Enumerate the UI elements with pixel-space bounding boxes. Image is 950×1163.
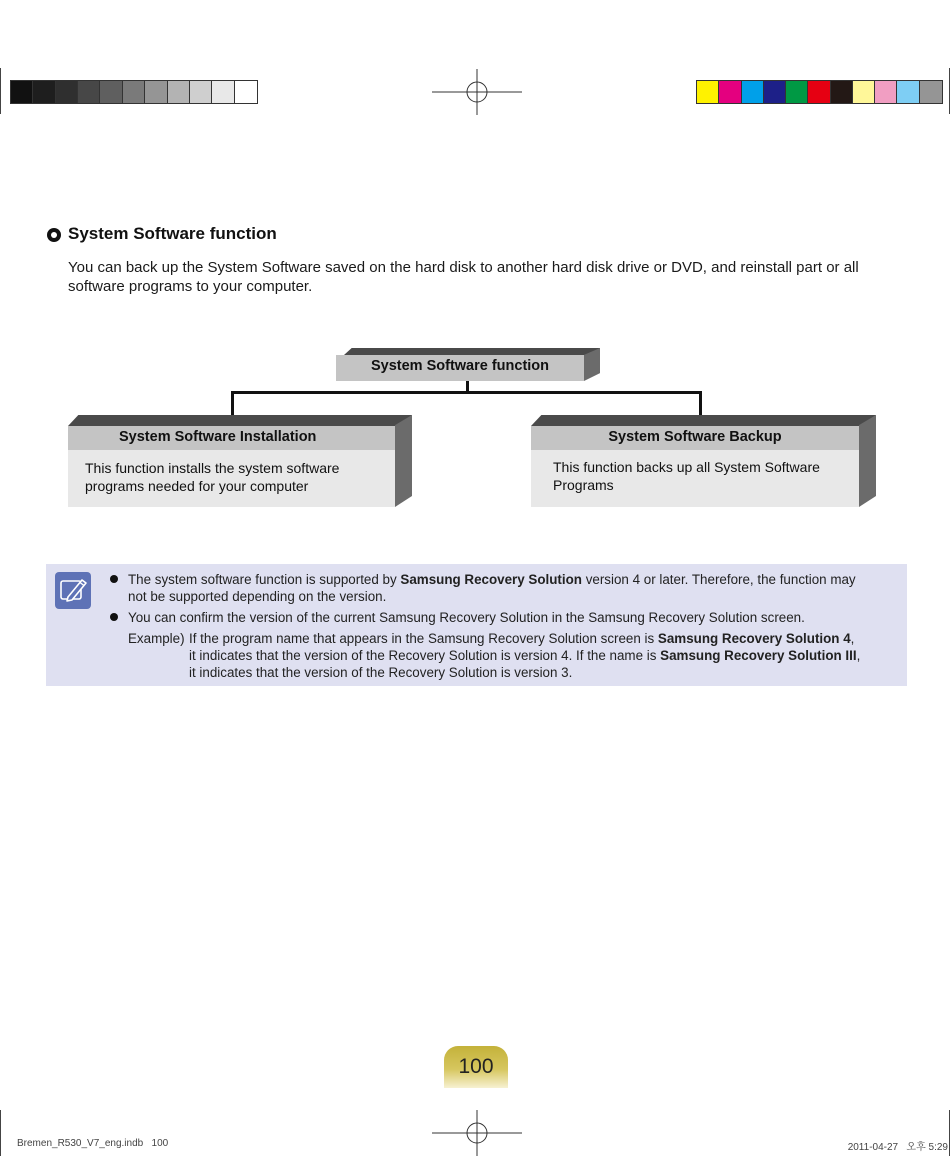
note-ex1-end: , bbox=[850, 631, 855, 646]
note-bullet-2: You can confirm the version of the current Samsung Recovery Solution in the Samsung Recovery Solution screen. bbox=[128, 610, 805, 625]
registration-crosshair-top bbox=[432, 69, 522, 115]
page-number: 100 bbox=[458, 1055, 494, 1078]
gray-calibration-bar bbox=[10, 80, 258, 104]
color-swatch-2 bbox=[719, 81, 741, 103]
diagram-backup-box bbox=[531, 415, 876, 507]
backup-title: System Software Backup bbox=[531, 426, 859, 450]
installation-title: System Software Installation bbox=[68, 426, 395, 450]
color-swatch-11 bbox=[920, 81, 942, 103]
note-ex1-bold: Samsung Recovery Solution 4 bbox=[657, 631, 851, 646]
diagram-root-label: System Software function bbox=[336, 355, 584, 381]
note-bullet-1-icon bbox=[110, 575, 118, 583]
registration-crosshair-bottom bbox=[432, 1110, 522, 1156]
color-swatch-7 bbox=[831, 81, 853, 103]
color-swatch-3 bbox=[742, 81, 764, 103]
gray-swatch-4 bbox=[78, 81, 100, 103]
footer-timestamp: 2011-04-27 오후 5:29 bbox=[847, 1142, 948, 1153]
gray-swatch-2 bbox=[33, 81, 55, 103]
color-swatch-8 bbox=[853, 81, 875, 103]
connector-left-drop bbox=[231, 391, 234, 416]
note-ex1-text: If the program name that appears in the Samsung Recovery Solution screen is bbox=[189, 631, 658, 646]
gray-swatch-6 bbox=[123, 81, 145, 103]
crop-mark-left bbox=[0, 68, 1, 114]
note-ex2-text: it indicates that the version of the Recovery Solution is version 4. If the name is bbox=[189, 648, 661, 663]
gray-swatch-1 bbox=[11, 81, 33, 103]
color-swatch-1 bbox=[697, 81, 719, 103]
color-swatch-9 bbox=[875, 81, 897, 103]
note-b1-bold: Samsung Recovery Solution bbox=[400, 572, 582, 587]
note-b1-text-end: version 4 or later. Therefore, the function may bbox=[581, 572, 856, 587]
note-ex3-text: it indicates that the version of the Recovery Solution is version 3. bbox=[189, 665, 573, 680]
section-title: System Software function bbox=[68, 224, 277, 243]
diagram-installation-box bbox=[68, 415, 412, 507]
note-ex2-bold: Samsung Recovery Solution III bbox=[660, 648, 857, 663]
gray-swatch-3 bbox=[56, 81, 78, 103]
gray-swatch-9 bbox=[190, 81, 212, 103]
pencil-note-icon bbox=[55, 572, 91, 609]
footer-file-info: Bremen_R530_V7_eng.indb 100 bbox=[17, 1138, 169, 1149]
backup-desc-line-1: This function backs up all System Software bbox=[553, 459, 820, 475]
note-ex2-end: , bbox=[856, 648, 861, 663]
gray-swatch-5 bbox=[100, 81, 122, 103]
diagram-root-box bbox=[336, 348, 600, 381]
crop-mark-bottom-left bbox=[0, 1110, 1, 1156]
note-bullet-1 bbox=[128, 571, 898, 605]
note-b1-line-2: not be supported depending on the version. bbox=[128, 589, 387, 604]
note-bullet-2-icon bbox=[110, 613, 118, 621]
connector-right-drop bbox=[699, 391, 702, 416]
connector-horizontal bbox=[231, 391, 702, 394]
note-example-text bbox=[189, 630, 901, 681]
note-example-label: Example) bbox=[128, 631, 185, 646]
backup-desc-line-2: Programs bbox=[553, 477, 614, 493]
installation-desc-line-1: This function installs the system software bbox=[85, 460, 340, 476]
section-bullet-icon bbox=[47, 228, 61, 242]
backup-description bbox=[531, 450, 859, 507]
color-swatch-4 bbox=[764, 81, 786, 103]
note-b1-text: The system software function is supported by bbox=[128, 572, 401, 587]
color-calibration-bar bbox=[696, 80, 943, 104]
gray-swatch-8 bbox=[168, 81, 190, 103]
installation-desc-line-2: programs needed for your computer bbox=[85, 478, 309, 494]
gray-swatch-7 bbox=[145, 81, 167, 103]
gray-swatch-10 bbox=[212, 81, 234, 103]
gray-swatch-11 bbox=[235, 81, 257, 103]
installation-description bbox=[68, 450, 395, 507]
color-swatch-5 bbox=[786, 81, 808, 103]
color-swatch-6 bbox=[808, 81, 830, 103]
color-swatch-10 bbox=[897, 81, 919, 103]
section-intro: You can back up the System Software saved on the hard disk to another hard disk drive or DVD, and reinstall part or all software programs to your computer. bbox=[68, 259, 859, 295]
